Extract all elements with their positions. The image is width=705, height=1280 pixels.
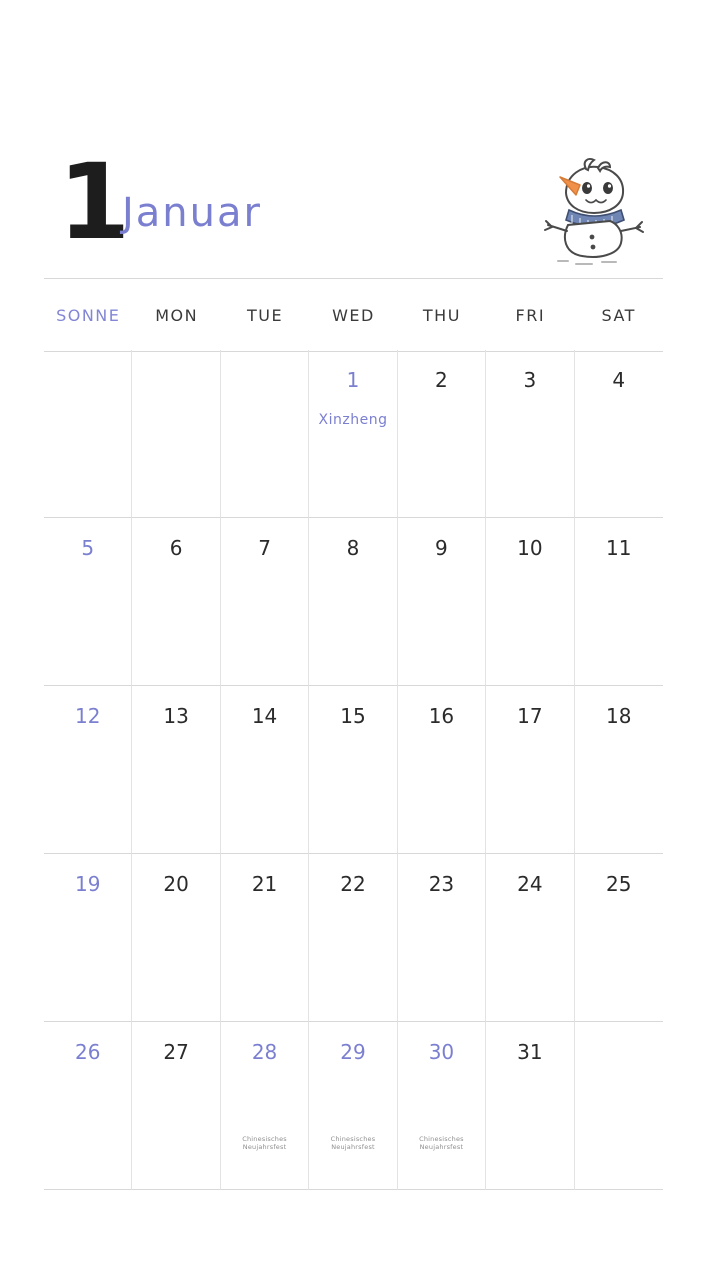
calendar-day-cell[interactable] bbox=[44, 854, 132, 1022]
calendar-day-cell[interactable] bbox=[575, 518, 663, 686]
calendar-day-cell[interactable] bbox=[575, 854, 663, 1022]
day-number: 17 bbox=[517, 704, 543, 728]
calendar-day-cell[interactable] bbox=[398, 1022, 486, 1190]
calendar-day-cell[interactable] bbox=[309, 854, 397, 1022]
calendar-day-cell[interactable] bbox=[486, 686, 574, 854]
month-number: 1 bbox=[58, 141, 129, 263]
weekday-sunne: SONNE bbox=[56, 305, 121, 325]
day-number: 15 bbox=[340, 704, 366, 728]
calendar-day-cell[interactable] bbox=[575, 1022, 663, 1190]
day-event-label: Chinesisches Neujahrsfest bbox=[419, 1135, 464, 1151]
calendar-grid bbox=[44, 350, 663, 1190]
day-number: 18 bbox=[606, 704, 632, 728]
calendar-day-cell[interactable] bbox=[221, 854, 309, 1022]
month-name: Januar bbox=[122, 190, 262, 236]
day-number: 13 bbox=[163, 704, 189, 728]
day-number: 26 bbox=[74, 1040, 101, 1064]
day-number: 1 bbox=[346, 368, 360, 392]
day-number: 12 bbox=[74, 704, 101, 728]
calendar-day-cell[interactable] bbox=[221, 686, 309, 854]
day-number: 14 bbox=[251, 704, 278, 728]
calendar-day-cell[interactable] bbox=[132, 350, 220, 518]
calendar-day-cell[interactable] bbox=[486, 518, 574, 686]
weekday-tue: TUE bbox=[247, 305, 284, 325]
day-number: 20 bbox=[163, 872, 189, 896]
day-event-label: Xinzheng bbox=[318, 412, 388, 428]
weekday-fri: FRI bbox=[515, 305, 546, 325]
day-number: 11 bbox=[606, 536, 632, 560]
day-number: 31 bbox=[517, 1040, 543, 1064]
calendar-day-cell[interactable] bbox=[132, 518, 220, 686]
calendar-day-cell[interactable] bbox=[221, 1022, 309, 1190]
snowman-icon bbox=[524, 155, 654, 270]
calendar-day-cell[interactable] bbox=[309, 518, 397, 686]
weekday-wed: WED bbox=[332, 305, 375, 325]
calendar-day-cell[interactable] bbox=[44, 350, 132, 518]
calendar-day-cell[interactable] bbox=[398, 350, 486, 518]
calendar-day-cell[interactable] bbox=[486, 854, 574, 1022]
calendar-day-cell[interactable] bbox=[44, 686, 132, 854]
day-event-label: Chinesisches Neujahrsfest bbox=[242, 1135, 287, 1151]
day-number: 4 bbox=[612, 368, 626, 392]
weekday-sat: SAT bbox=[601, 305, 636, 325]
day-number: 30 bbox=[428, 1040, 455, 1064]
day-number: 29 bbox=[340, 1040, 366, 1064]
day-number: 6 bbox=[169, 536, 183, 560]
day-number: 21 bbox=[251, 872, 278, 896]
weekday-thu: THU bbox=[422, 305, 461, 325]
calendar-day-cell[interactable] bbox=[132, 686, 220, 854]
day-number: 8 bbox=[346, 536, 360, 560]
day-event-label: Chinesisches Neujahrsfest bbox=[330, 1135, 376, 1151]
calendar-day-cell[interactable] bbox=[398, 686, 486, 854]
day-number: 10 bbox=[517, 536, 543, 560]
day-number: 22 bbox=[340, 872, 366, 896]
day-number: 24 bbox=[517, 872, 543, 896]
calendar-day-cell[interactable] bbox=[309, 350, 397, 518]
day-number: 28 bbox=[251, 1040, 278, 1064]
calendar-day-cell[interactable] bbox=[221, 350, 309, 518]
calendar-day-cell[interactable] bbox=[132, 854, 220, 1022]
calendar-day-cell[interactable] bbox=[44, 1022, 132, 1190]
calendar-day-cell[interactable] bbox=[309, 1022, 397, 1190]
day-number: 25 bbox=[606, 872, 632, 896]
calendar-day-cell[interactable] bbox=[398, 518, 486, 686]
day-number: 9 bbox=[435, 536, 448, 560]
calendar-day-cell[interactable] bbox=[132, 1022, 220, 1190]
calendar-day-cell[interactable] bbox=[575, 686, 663, 854]
weekday-mon: MON bbox=[155, 305, 199, 325]
day-number: 2 bbox=[435, 368, 448, 392]
weekday-header-row bbox=[44, 278, 663, 352]
day-number: 27 bbox=[163, 1040, 189, 1064]
calendar-day-cell[interactable] bbox=[44, 518, 132, 686]
calendar-day-cell[interactable] bbox=[486, 350, 574, 518]
calendar-day-cell[interactable] bbox=[221, 518, 309, 686]
day-number: 7 bbox=[258, 536, 271, 560]
day-number: 5 bbox=[81, 536, 95, 560]
day-number: 3 bbox=[523, 368, 537, 392]
calendar-header bbox=[44, 141, 662, 272]
calendar-day-cell[interactable] bbox=[575, 350, 663, 518]
day-number: 19 bbox=[74, 872, 101, 896]
day-number: 23 bbox=[428, 872, 455, 896]
day-number: 16 bbox=[428, 704, 455, 728]
calendar-day-cell[interactable] bbox=[309, 686, 397, 854]
calendar-day-cell[interactable] bbox=[486, 1022, 574, 1190]
calendar-day-cell[interactable] bbox=[398, 854, 486, 1022]
